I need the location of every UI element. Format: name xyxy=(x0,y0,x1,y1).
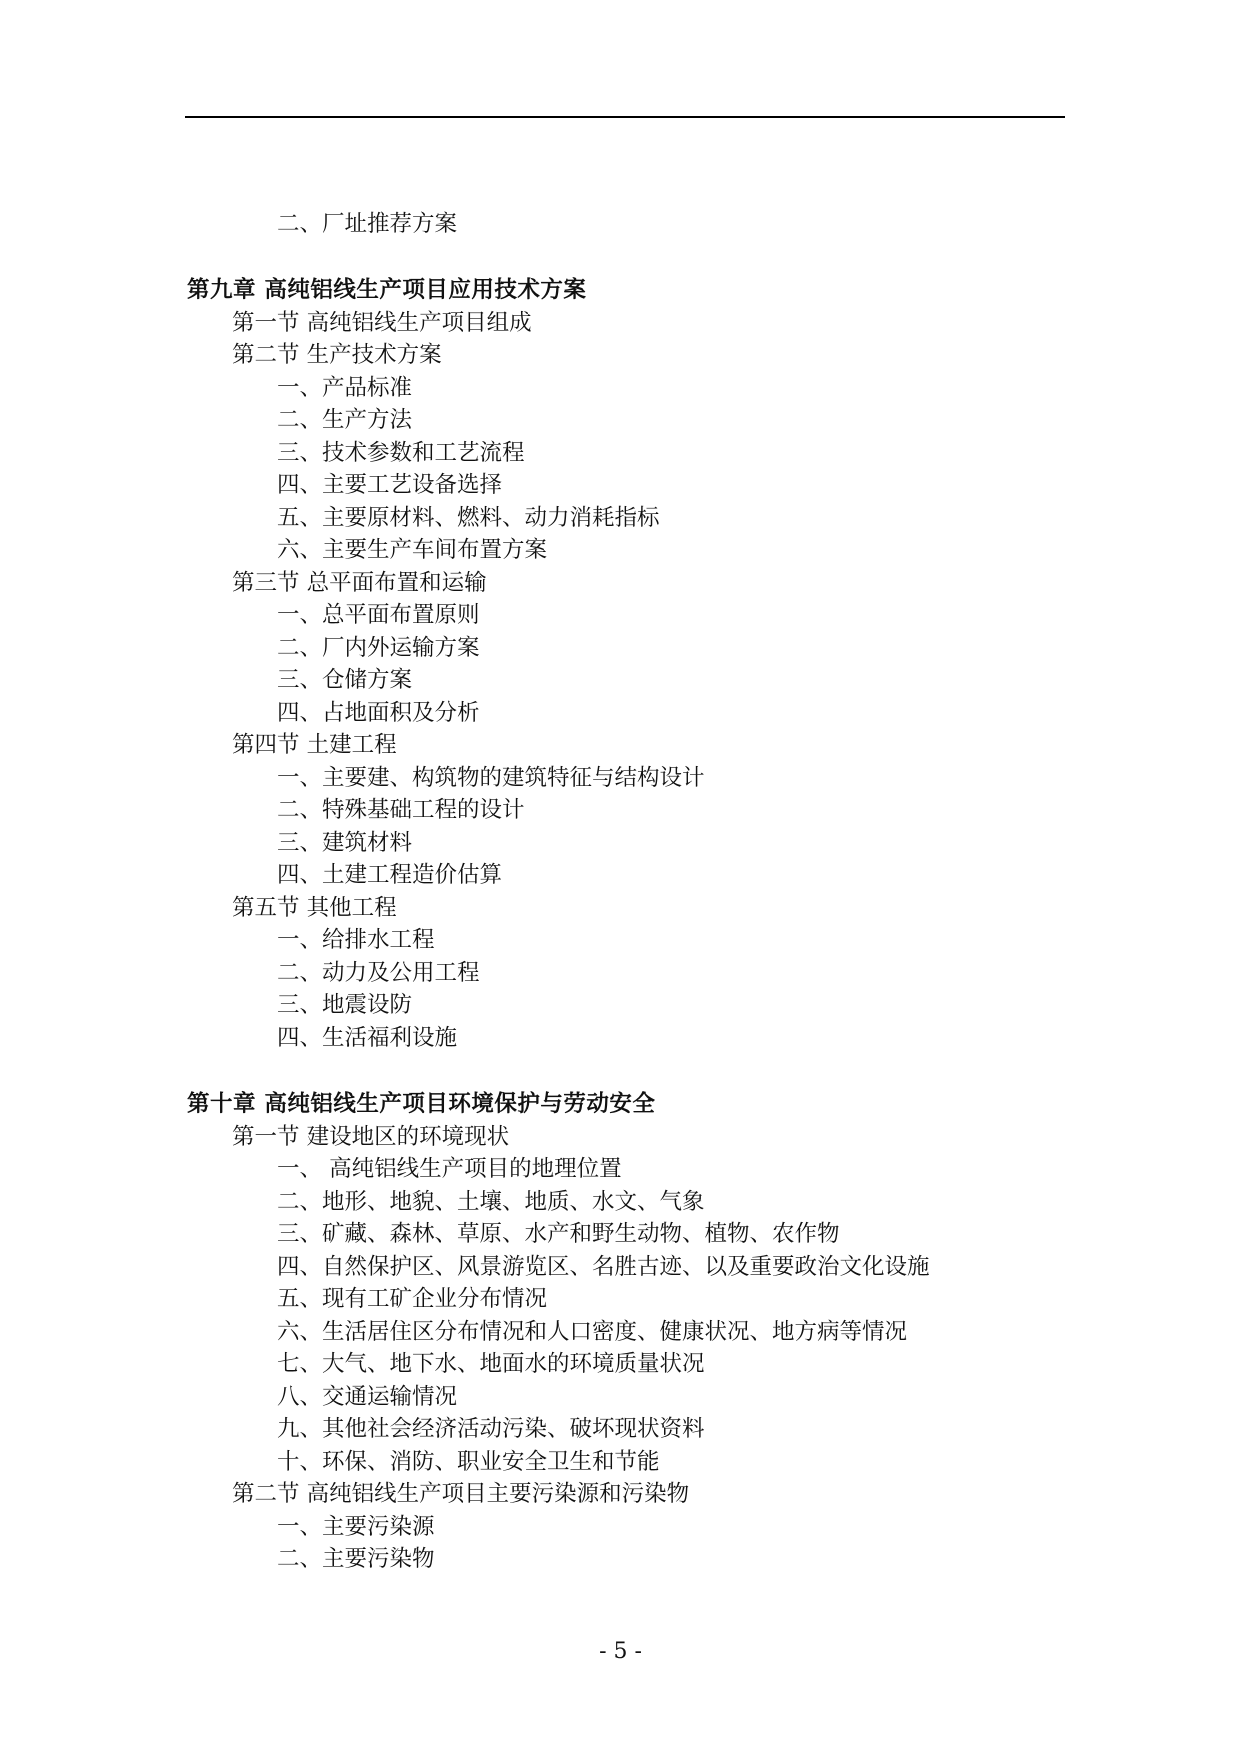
toc-item: 六、生活居住区分布情况和人口密度、健康状况、地方病等情况 xyxy=(277,1319,908,1345)
toc-item: 二、厂内外运输方案 xyxy=(277,635,480,661)
toc-item: 三、仓储方案 xyxy=(277,667,413,693)
toc-item: 五、主要原材料、燃料、动力消耗指标 xyxy=(277,505,660,531)
toc-item: 三、地震设防 xyxy=(277,992,413,1018)
toc-section: 第一节 建设地区的环境现状 xyxy=(232,1124,510,1150)
toc-item: 一、主要建、构筑物的建筑特征与结构设计 xyxy=(277,765,705,791)
toc-item: 二、特殊基础工程的设计 xyxy=(277,797,525,823)
toc-item: 四、土建工程造价估算 xyxy=(277,862,503,888)
toc-item: 二、生产方法 xyxy=(277,407,413,433)
toc-item: 五、现有工矿企业分布情况 xyxy=(277,1286,548,1312)
toc-section: 第二节 高纯铝线生产项目主要污染源和污染物 xyxy=(232,1481,690,1507)
toc-item: 一、 高纯铝线生产项目的地理位置 xyxy=(277,1156,622,1182)
toc-item: 三、技术参数和工艺流程 xyxy=(277,440,525,466)
toc-item: 二、主要污染物 xyxy=(277,1546,435,1572)
toc-item: 一、给排水工程 xyxy=(277,927,435,953)
toc-item: 二、地形、地貌、土壤、地质、水文、气象 xyxy=(277,1189,705,1215)
toc-item: 一、主要污染源 xyxy=(277,1514,435,1540)
page-number: - 5 - xyxy=(599,1639,642,1664)
toc-chapter: 第十章 高纯铝线生产项目环境保护与劳动安全 xyxy=(187,1091,656,1117)
toc-section: 第五节 其他工程 xyxy=(232,895,397,921)
toc-chapter: 第九章 高纯铝线生产项目应用技术方案 xyxy=(187,277,587,303)
toc-item: 九、其他社会经济活动污染、破坏现状资料 xyxy=(277,1416,705,1442)
toc-section: 第三节 总平面布置和运输 xyxy=(232,570,487,596)
toc-item: 七、大气、地下水、地面水的环境质量状况 xyxy=(277,1351,705,1377)
toc-section: 第四节 土建工程 xyxy=(232,732,397,758)
toc-item: 十、环保、消防、职业安全卫生和节能 xyxy=(277,1449,660,1475)
toc-item: 四、生活福利设施 xyxy=(277,1025,458,1051)
toc-item: 一、总平面布置原则 xyxy=(277,602,480,628)
toc-section: 第二节 生产技术方案 xyxy=(232,342,442,368)
toc-item: 四、自然保护区、风景游览区、名胜古迹、以及重要政治文化设施 xyxy=(277,1254,930,1280)
toc-item: 三、矿藏、森林、草原、水产和野生动物、植物、农作物 xyxy=(277,1221,840,1247)
toc-item: 四、占地面积及分析 xyxy=(277,700,480,726)
toc-item: 一、产品标准 xyxy=(277,375,413,401)
toc-section: 第一节 高纯铝线生产项目组成 xyxy=(232,310,532,336)
toc-item: 四、主要工艺设备选择 xyxy=(277,472,503,498)
toc-item: 八、交通运输情况 xyxy=(277,1384,458,1410)
toc-item: 六、主要生产车间布置方案 xyxy=(277,537,548,563)
toc-item: 二、动力及公用工程 xyxy=(277,960,480,986)
toc-item: 三、建筑材料 xyxy=(277,830,413,856)
toc-item: 二、厂址推荐方案 xyxy=(277,211,458,237)
